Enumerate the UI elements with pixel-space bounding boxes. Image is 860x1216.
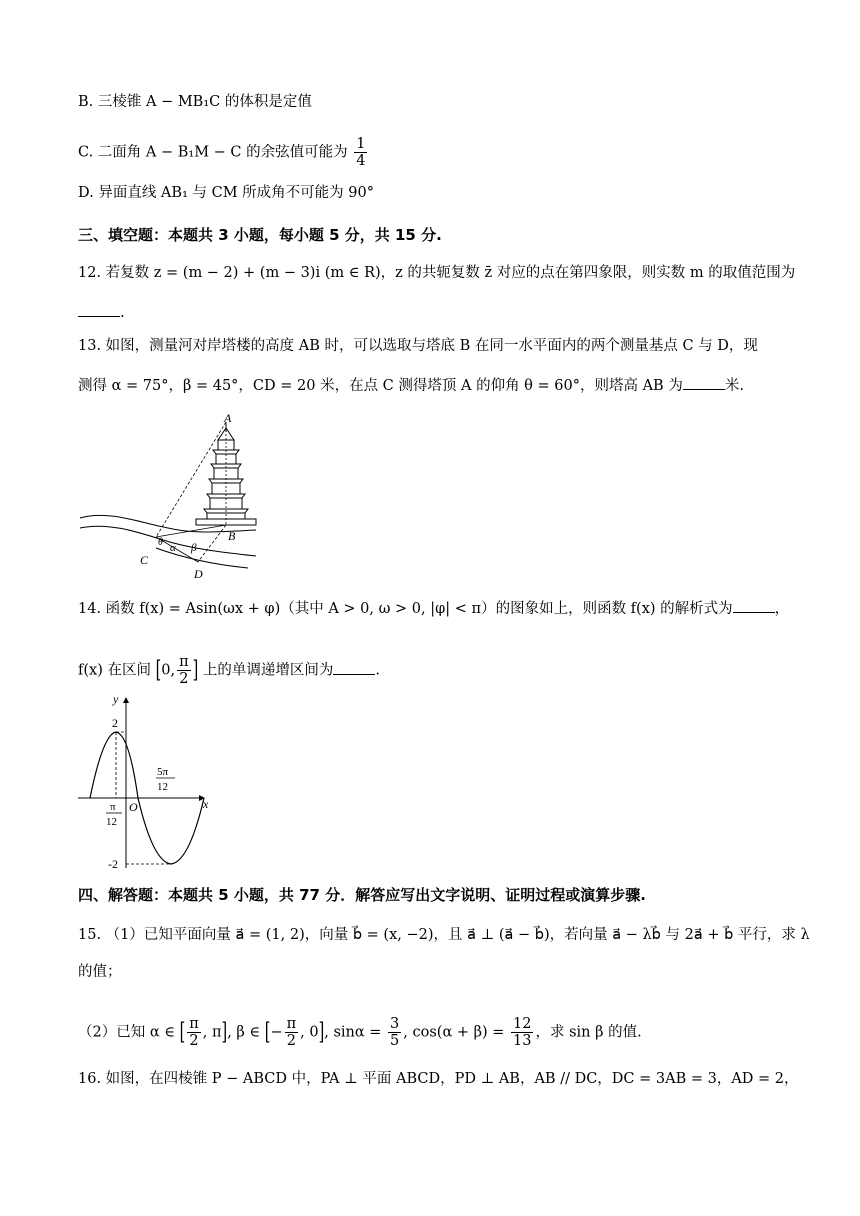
beta-label: β [191,542,197,554]
option-c-text: C. 二面角 A − B₁M − C 的余弦值可能为 [78,144,348,161]
minus-sign: − [270,1024,283,1041]
q14-interval-text: f(x) 在区间 [78,662,151,679]
theta-label: θ [158,537,163,548]
q15-line-2: 的值； [78,964,122,980]
q13-line-2 [78,375,744,396]
interval-start: 0, [161,662,176,679]
fraction-one-quarter: $\frac{1}{4}$ [356,136,366,169]
q12-line-1: 12. 若复数 z = (m − 2) + (m − 3)i (m ∈ R)，z 的共轭复数 z̄ 对应的点在第四象限，则实数 m 的取值范围为 [78,265,796,281]
q13-unit: 米. [724,378,744,394]
point-d-label: D [194,567,203,581]
interval-end-pi: , π [202,1024,222,1041]
q12-end: . [120,305,125,321]
q16-line-1: 16. 如图，在四棱锥 P − ABCD 中，PA ⊥ 平面 ABCD，PD ⊥ AB，AB // DC，DC = 3AB = 3，AD = 2， [78,1071,799,1087]
sine-graph-figure [76,692,216,872]
interval-end-zero: , 0 [300,1024,319,1041]
fraction-3-over-5: $\frac{3}{5}$ [390,1016,400,1049]
q14-text: 14. 函数 f(x) = Asin(ωx + φ)（其中 A > 0, ω > 0, |φ| < π）的图象如上，则函数 f(x) 的解析式为 [78,601,733,617]
q14-increasing-text: 上的单调递增区间为 [202,662,334,679]
tick-5pi-over-12-den: 12 [157,781,168,793]
answer-blank [683,375,725,390]
tick-pi-over-12-num: π [110,801,116,813]
q12-line-2 [78,302,125,323]
option-d: D. 异面直线 AB₁ 与 CM 所成角不可能为 90° [78,185,374,201]
q15-part-2: （2）已知 α ∈ [ $\frac{\pi}{2}$ , π], β ∈ [− $\frac{\pi}{2}$ , 0], sinα = $\frac{3}{5}$ , cos(α + β) = $\frac{12}{13}$ ，求 sin β 的值. [78,1016,642,1049]
answer-blank [733,598,775,613]
alpha-label: α [170,542,176,554]
q14-line-2: f(x) 在区间 [0, $\frac{\pi}{2}$ ] 上的单调递增区间为 . [78,654,381,687]
point-c-label: C [140,553,149,567]
q15-p2-end: ，求 sin β 的值. [535,1024,642,1041]
fraction-pi-over-2: $\frac{\pi}{2}$ [179,654,189,687]
max-label: 2 [112,716,118,730]
section-3-heading: 三、填空题：本题共 3 小题，每小题 5 分，共 15 分. [78,226,442,244]
tick-5pi-over-12-num: 5π [157,766,169,778]
point-a-label: A [224,411,232,425]
q13-line-1: 13. 如图，测量河对岸塔楼的高度 AB 时，可以选取与塔底 B 在同一水平面内的两个测量基点 C 与 D，现 [78,338,758,354]
q15-p2-beta: , β ∈ [227,1024,261,1041]
q14-end: . [375,662,381,679]
q14-comma: ， [774,601,790,617]
answer-blank [333,660,375,675]
fraction-pi-over-2: $\frac{\pi}{2}$ [286,1016,297,1049]
tick-pi-over-12-den: 12 [106,816,117,828]
cos-sum-text: , cos(α + β) = [403,1024,505,1041]
option-b: B. 三棱锥 A − MB₁C 的体积是定值 [78,94,312,110]
q14-line-1 [78,598,789,619]
x-axis-label: x [203,797,209,811]
y-axis-label: y [113,692,119,706]
q15-p2-alpha: （2）已知 α ∈ [78,1024,175,1041]
min-label: -2 [108,857,118,871]
section-4-heading: 四、解答题：本题共 5 小题，共 77 分．解答应写出文字说明、证明过程或演算步骤. [78,886,646,904]
answer-blank [78,302,120,317]
q13-text: 测得 α = 75°，β = 45°，CD = 20 米，在点 C 测得塔顶 A 的仰角 θ = 60°，则塔高 AB 为 [78,378,683,394]
sin-alpha-text: , sinα = [324,1024,382,1041]
fraction-pi-over-2: $\frac{\pi}{2}$ [189,1016,199,1049]
option-c [78,136,369,169]
fraction-12-over-13: $\frac{12}{13}$ [513,1016,532,1049]
origin-label: O [129,800,138,814]
pagoda-figure [78,410,263,585]
q15-line-1: 15. （1）已知平面向量 a⃗ = (1, 2)，向量 b⃗ = (x, −2)，且 a⃗ ⊥ (a⃗ − b⃗)，若向量 a⃗ − λb⃗ 与 2a⃗ + b⃗ 平行，求 λ [78,927,810,943]
point-b-label: B [228,529,236,543]
